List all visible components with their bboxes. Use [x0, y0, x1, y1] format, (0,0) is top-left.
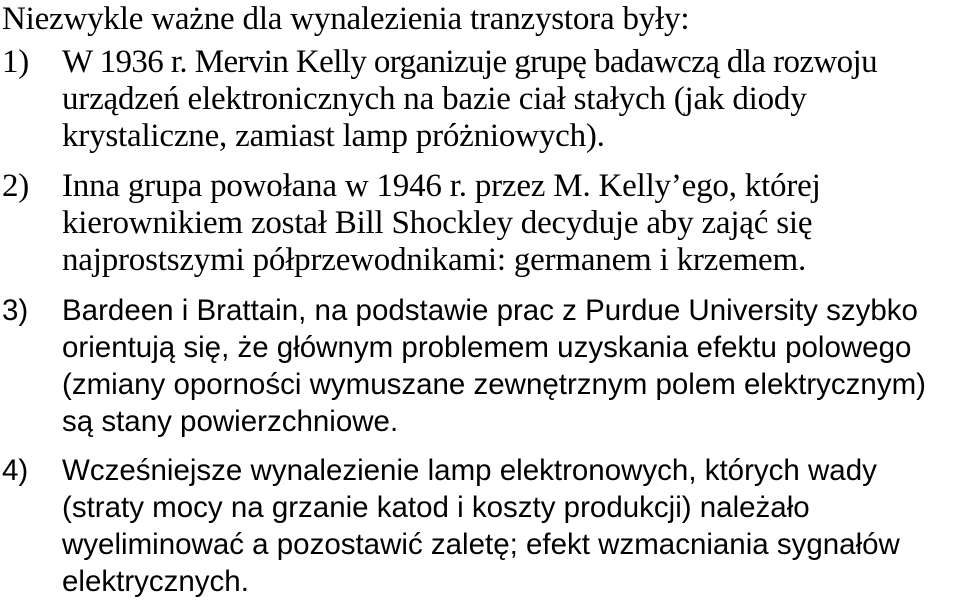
list-item-line: W 1936 r. Mervin Kelly organizuje grupę badawczą dla rozwoju — [62, 44, 878, 80]
slide-heading: Niezwykle ważne dla wynalezienia tranzystora były: — [2, 1, 690, 37]
list-item-text — [62, 452, 954, 600]
list-item-line: elektrycznych. — [62, 565, 249, 598]
list-item-line: Inna grupa powołana w 1946 r. przez M. Kelly’ego, której — [62, 168, 821, 204]
list-item-line: najprostszymi półprzewodnikami: germanem i krzemem. — [62, 242, 806, 278]
list-item-text — [62, 168, 954, 279]
list-item-text — [62, 292, 954, 440]
list-item-line: (straty mocy na grzanie katod i koszty produkcji) należało — [62, 491, 810, 524]
list-item-line: Bardeen i Brattain, na podstawie prac z Purdue University szybko — [62, 294, 918, 327]
list-item-number: 2) — [2, 168, 30, 204]
list-item-number: 1) — [2, 44, 30, 80]
list-item-line: urządzeń elektronicznych na bazie ciał stałych (jak diody — [62, 81, 807, 117]
list-item-line: wyeliminować a pozostawić zaletę; efekt wzmacniania sygnałów — [62, 528, 900, 561]
list-item-line: orientują się, że głównym problemem uzyskania efektu polowego — [62, 331, 912, 364]
list-item-line: Wcześniejsze wynalezienie lamp elektronowych, których wady — [62, 454, 877, 487]
list-item-line: kierownikiem został Bill Shockley decyduje aby zająć się — [62, 205, 813, 241]
list-item-number: 3) — [2, 294, 29, 327]
list-item-number: 4) — [2, 454, 29, 487]
list-item-line: (zmiany oporności wymuszane zewnętrznym polem elektrycznym) — [62, 368, 926, 401]
list-item-text — [62, 44, 954, 155]
list-item-line: krystaliczne, zamiast lamp próżniowych). — [62, 118, 605, 154]
list-item-line: są stany powierzchniowe. — [62, 405, 399, 438]
